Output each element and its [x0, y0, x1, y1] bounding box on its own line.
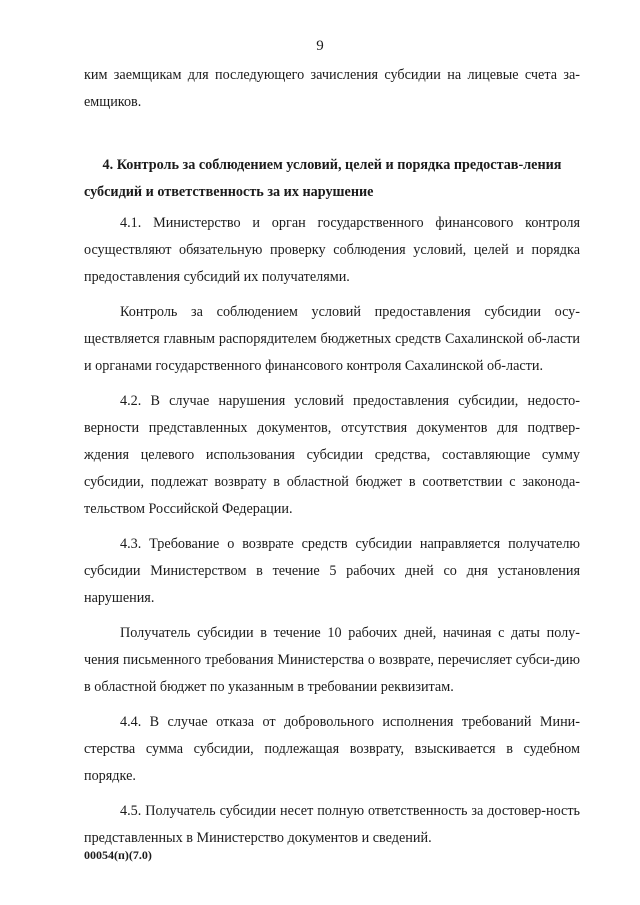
document-body	[84, 62, 580, 852]
paragraph-recipient-return: Получатель субсидии в течение 10 рабочих дней, начиная с даты полу-чения письменного требования Министерства о возврате, перечисляет субси-дию в областной бюджет по указанным в требовании реквизитам.	[84, 625, 580, 695]
paragraph-4-5: 4.5. Получатель субсидии несет полную ответственность за достовер-ность представленных в Министерство документов и сведений.	[84, 803, 580, 846]
section-heading	[84, 152, 580, 206]
paragraph-4-2: 4.2. В случае нарушения условий предоставления субсидии, недосто-верности представленных документов, отсутствия документов для подтвер-ждения целевого использования субсидии средства, составляющие сумму субсидии, подлежат возврату в областной бюджет в соответствии с законода-тельством Российской Федерации.	[84, 393, 580, 517]
section-heading-text: 4. Контроль за соблюдением условий, целей и порядка предостав-ления субсидий и ответственность за их нарушение	[84, 157, 562, 200]
page-number: 9	[316, 38, 324, 54]
paragraph-4-4: 4.4. В случае отказа от добровольного исполнения требований Мини-стерства сумма субсидии, подлежащая возврату, взыскивается в судебном порядке.	[84, 714, 580, 784]
document-code: 00054(п)(7.0)	[84, 848, 152, 862]
paragraph-control: Контроль за соблюдением условий предоставления субсидии осу-ществляется главным распорядителем бюджетных средств Сахалинской об-ласти и органами государственного финансового контроля Сахалинской об-ласти.	[84, 304, 580, 374]
paragraph-4-1: 4.1. Министерство и орган государственного финансового контроля осуществляют обязательную проверку соблюдения условий, целей и порядка предоставления субсидий их получателями.	[84, 215, 580, 285]
intro-paragraph: ким заемщикам для последующего зачисления субсидии на лицевые счета за-емщиков.	[84, 67, 580, 110]
paragraph-4-3: 4.3. Требование о возврате средств субсидии направляется получателю субсидии Министерством в течение 5 рабочих дней со дня установления нарушения.	[84, 536, 580, 606]
